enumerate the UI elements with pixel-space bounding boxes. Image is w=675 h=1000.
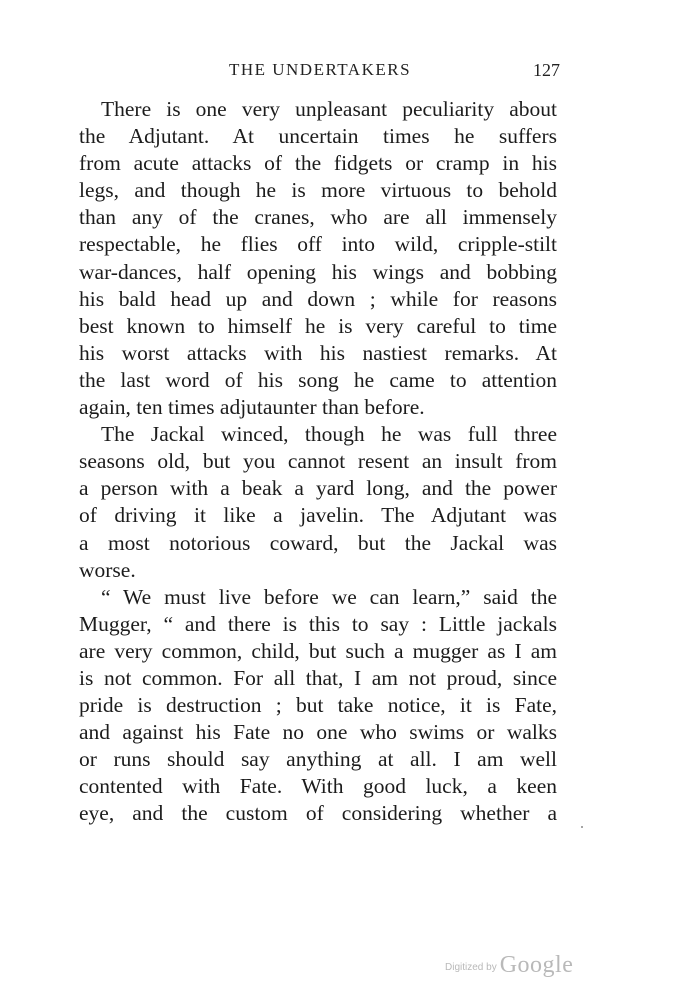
running-title: THE UNDERTAKERS bbox=[228, 60, 412, 79]
text-line: the Adjutant. At uncertain times he suffers bbox=[79, 124, 557, 149]
text-line: are very common, child, but such a mugger as I am bbox=[79, 638, 557, 663]
text-line: and against his Fate no one who swims or walks bbox=[79, 720, 557, 745]
text-line: worse. bbox=[79, 557, 136, 582]
text-line: than any of the cranes, who are all immensely bbox=[79, 205, 557, 230]
digitized-watermark bbox=[445, 952, 585, 982]
running-head bbox=[80, 60, 560, 82]
scan-speck bbox=[581, 826, 583, 828]
text-line: eye, and the custom of considering whether a bbox=[79, 801, 557, 826]
text-line: his worst attacks with his nastiest remarks. At bbox=[79, 340, 557, 365]
text-line: The Jackal winced, though he was full three bbox=[101, 422, 557, 447]
text-line: “ We must live before we can learn,” said the bbox=[101, 584, 557, 609]
text-line: of driving it like a javelin. The Adjutant was bbox=[79, 503, 557, 528]
text-line: is not common. For all that, I am not proud, since bbox=[79, 665, 557, 690]
text-line: best known to himself he is very careful to time bbox=[79, 313, 557, 338]
text-line: There is one very unpleasant peculiarity about bbox=[101, 97, 557, 121]
text-line: again, ten times adjutaunter than before. bbox=[79, 395, 425, 420]
text-line: or runs should say anything at all. I am well bbox=[79, 747, 557, 772]
text-line: a most notorious coward, but the Jackal was bbox=[79, 530, 557, 555]
google-logo: Google bbox=[499, 952, 574, 978]
text-line: contented with Fate. With good luck, a keen bbox=[79, 774, 557, 799]
text-line: respectable, he flies off into wild, cripple-stilt bbox=[79, 232, 557, 257]
text-line: his bald head up and down ; while for reasons bbox=[79, 286, 557, 311]
text-line: Mugger, “ and there is this to say : Little jackals bbox=[79, 611, 557, 636]
text-line: war-dances, half opening his wings and bobbing bbox=[79, 259, 557, 284]
body-text bbox=[79, 96, 557, 828]
page-number: 127 bbox=[533, 60, 560, 80]
text-line: the last word of his song he came to attention bbox=[79, 367, 557, 392]
text-line: a person with a beak a yard long, and the power bbox=[79, 476, 557, 501]
text-line: legs, and though he is more virtuous to behold bbox=[79, 178, 557, 203]
watermark-prefix: Digitized by bbox=[445, 962, 497, 973]
text-line: from acute attacks of the fidgets or cramp in his bbox=[79, 151, 557, 176]
text-line: seasons old, but you cannot resent an insult from bbox=[79, 449, 557, 474]
text-line: pride is destruction ; but take notice, it is Fate, bbox=[79, 693, 557, 718]
